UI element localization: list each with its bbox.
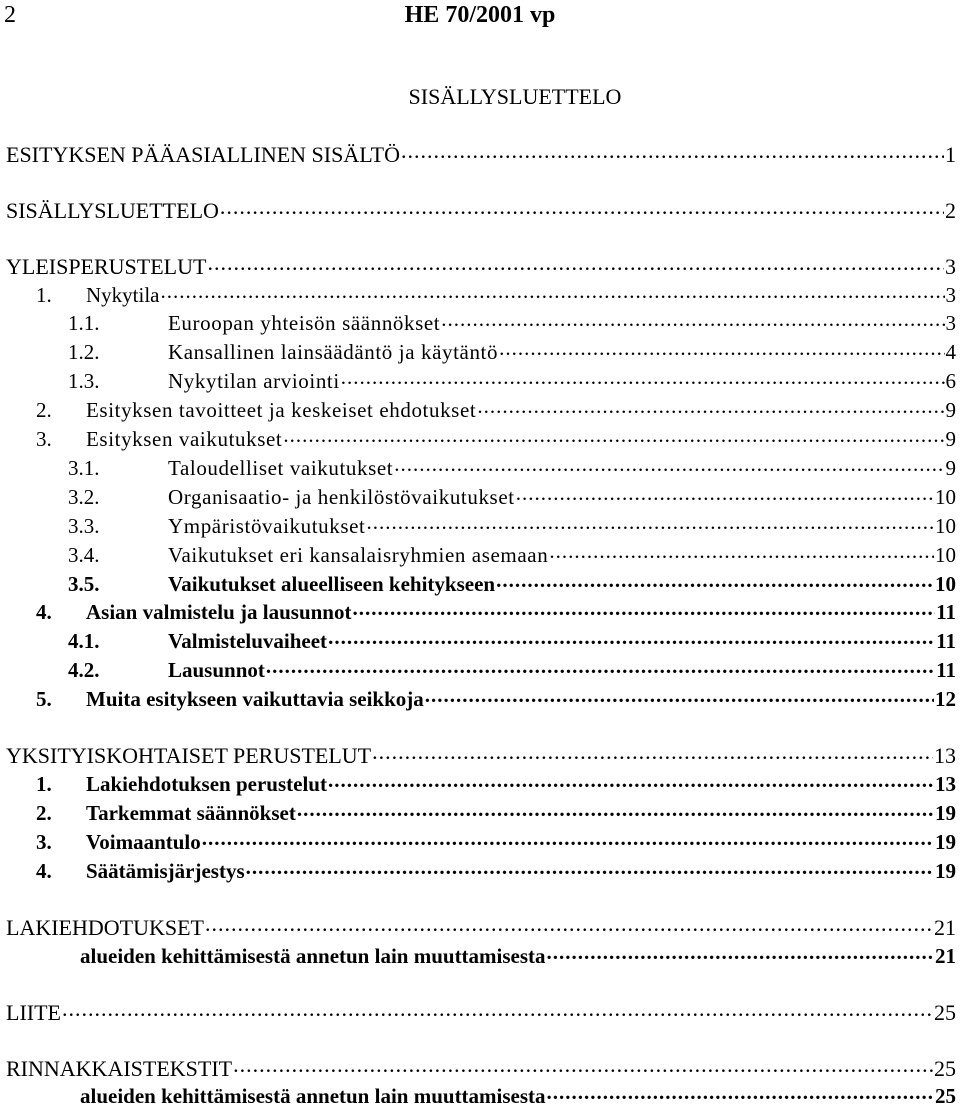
toc-entry-page: 21 [934,915,956,940]
toc-entry-label: Nykytilan arviointi [168,369,340,393]
toc-entry-page: 3 [945,283,956,307]
toc-entry[interactable] [6,252,956,280]
toc-entry-number: 3. [36,427,52,451]
toc-entry-page: 9 [945,456,956,480]
toc-entry-label: Taloudelliset vaikutukset [168,456,394,480]
toc-entry-number: 3.3. [68,514,100,538]
toc-entry[interactable] [6,512,956,540]
toc-entry-page: 3 [945,311,956,335]
toc-entry-page: 12 [935,687,956,711]
toc-entry-page: 19 [935,830,956,854]
toc-entry[interactable] [6,338,956,366]
toc-entry-number: 3.4. [68,543,100,567]
toc-entry-page: 11 [936,629,956,653]
toc-entry-label: Esityksen tavoitteet ja keskeiset ehdotukset [86,398,477,422]
toc-entry-label: Nykytila [86,283,160,307]
dot-leader [496,570,934,591]
dot-leader [372,741,933,763]
toc-entry-label: alueiden kehittämisestä annetun lain muuttamisesta [80,944,546,968]
dot-leader [516,483,934,504]
toc-entry-label: Euroopan yhteisön säännökset [168,311,441,335]
dot-leader [425,685,934,706]
toc-title: SISÄLLYSLUETTELO [408,84,622,109]
toc-entry[interactable] [6,685,956,713]
toc-entry-page: 11 [936,600,956,624]
toc-entry-number: 3.5. [68,572,100,596]
toc-entry-label: alueiden kehittämisestä annetun lain muuttamisesta [80,1084,546,1108]
toc-entry-page: 25 [935,1084,956,1108]
toc-entry-number: 1.2. [68,340,100,364]
toc-entry-label: Säätämisjärjestys [86,859,245,883]
dot-leader [207,252,944,274]
toc-entry-number: 3.1. [68,456,100,480]
page-number: 2 [4,2,16,28]
dot-leader [62,998,933,1020]
toc-entry[interactable] [6,196,956,224]
dot-leader [394,454,944,475]
dot-leader [499,338,944,359]
dot-leader [401,140,944,162]
toc-entry[interactable] [6,309,956,337]
toc-entry-number: 2. [36,398,52,422]
dot-leader [283,425,944,446]
toc-entry-number: 5. [36,687,52,711]
toc-entry-page: 9 [945,398,956,422]
toc-entry-number: 4. [36,600,52,624]
toc-entry[interactable] [6,1082,956,1110]
toc-entry-number: 1. [36,772,52,796]
dot-leader [549,541,934,562]
toc-entry-label: RINNAKKAISTEKSTIT [6,1056,233,1081]
toc-entry[interactable] [6,857,956,885]
toc-entry-page: 10 [935,543,956,567]
toc-entry[interactable] [6,627,956,655]
toc-entry-page: 19 [935,801,956,825]
toc-entry-page: 13 [935,772,956,796]
dot-leader [266,656,935,677]
dot-leader [233,1054,933,1076]
toc-entry-number: 2. [36,801,52,825]
toc-entry-page: 25 [934,1000,956,1025]
dot-leader [297,799,934,820]
toc-entry[interactable] [6,281,956,309]
toc-entry-page: 19 [935,859,956,883]
toc-entry-page: 4 [945,340,956,364]
toc-entry-number: 1.3. [68,369,100,393]
toc-entry[interactable] [6,942,956,970]
toc-entry-label: Asian valmistelu ja lausunnot [86,600,352,624]
toc-entry[interactable] [6,570,956,598]
toc-entry-label: Lakiehdotuksen perustelut [86,772,327,796]
toc-entry-label: ESITYKSEN PÄÄASIALLINEN SISÄLTÖ [6,142,400,167]
toc-entry[interactable] [6,1054,956,1082]
toc-entry-label: Kansallinen lainsäädäntö ja käytäntö [168,340,499,364]
toc-entry[interactable] [6,367,956,395]
dot-leader [547,1082,934,1103]
toc-entry-number: 4.2. [68,658,100,682]
toc-entry[interactable] [6,998,956,1026]
dot-leader [161,281,945,302]
toc-entry[interactable] [6,656,956,684]
toc-entry[interactable] [6,741,956,769]
toc-entry-label: Valmisteluvaiheet [168,629,328,653]
toc-entry-label: Lausunnot [168,658,265,682]
dot-leader [441,309,944,330]
toc-entry-label: Vaikutukset eri kansalaisryhmien asemaan [168,543,549,567]
toc-entry-number: 1. [36,283,52,307]
toc-entry-number: 4. [36,859,52,883]
toc-entry-page: 9 [945,427,956,451]
toc-entry[interactable] [6,454,956,482]
toc-entry-page: 13 [934,743,956,768]
dot-leader [547,942,934,963]
toc-entry-label: Organisaatio- ja henkilöstövaikutukset [168,485,515,509]
dot-leader [341,367,945,388]
toc-entry-page: 10 [935,514,956,538]
toc-entry-label: Vaikutukset alueelliseen kehitykseen [168,572,496,596]
toc-entry[interactable] [6,799,956,827]
dot-leader [205,913,933,935]
toc-entry[interactable] [6,140,956,168]
page-header [0,0,960,40]
dot-leader [366,512,934,533]
toc-entry-number: 1.1. [68,311,100,335]
toc-entry-page: 2 [945,198,956,223]
toc-entry-label: Muita esitykseen vaikuttavia seikkoja [86,687,424,711]
toc-entry-label: Tarkemmat säännökset [86,801,296,825]
toc-entry-label: SISÄLLYSLUETTELO [6,198,219,223]
toc-entry-page: 3 [945,254,956,279]
toc-entry[interactable] [6,483,956,511]
toc-entry-label: Ympäristövaikutukset [168,514,366,538]
dot-leader [328,770,934,791]
toc-entry-label: YKSITYISKOHTAISET PERUSTELUT [6,743,372,768]
dot-leader [202,828,934,849]
toc-entry-label: Voimaantulo [86,830,201,854]
toc-entry[interactable] [6,770,956,798]
dot-leader [246,857,934,878]
dot-leader [477,396,944,417]
toc-entry-page: 11 [936,658,956,682]
toc-entry-number: 3.2. [68,485,100,509]
toc-entry-label: LAKIEHDOTUKSET [6,915,204,940]
toc-entry-number: 3. [36,830,52,854]
toc-entry[interactable] [6,396,956,424]
toc-entry-page: 25 [934,1056,956,1081]
toc-entry-page: 1 [945,142,956,167]
toc-entry[interactable] [6,541,956,569]
dot-leader [352,598,935,619]
dot-leader [328,627,935,648]
toc-entry-page: 21 [935,944,956,968]
toc-entry-label: YLEISPERUSTELUT [6,254,207,279]
dot-leader [220,196,944,218]
toc-entry-page: 10 [935,572,956,596]
toc-entry-number: 4.1. [68,629,100,653]
toc-entry[interactable] [6,598,956,626]
toc-entry-label: Esityksen vaikutukset [86,427,283,451]
toc-entry[interactable] [6,425,956,453]
toc-entry[interactable] [6,913,956,941]
toc-entry-label: LIITE [6,1000,61,1025]
toc-entry-page: 6 [945,369,956,393]
document-id: HE 70/2001 vp [404,2,556,28]
toc-entry-page: 10 [935,485,956,509]
toc-entry[interactable] [6,828,956,856]
